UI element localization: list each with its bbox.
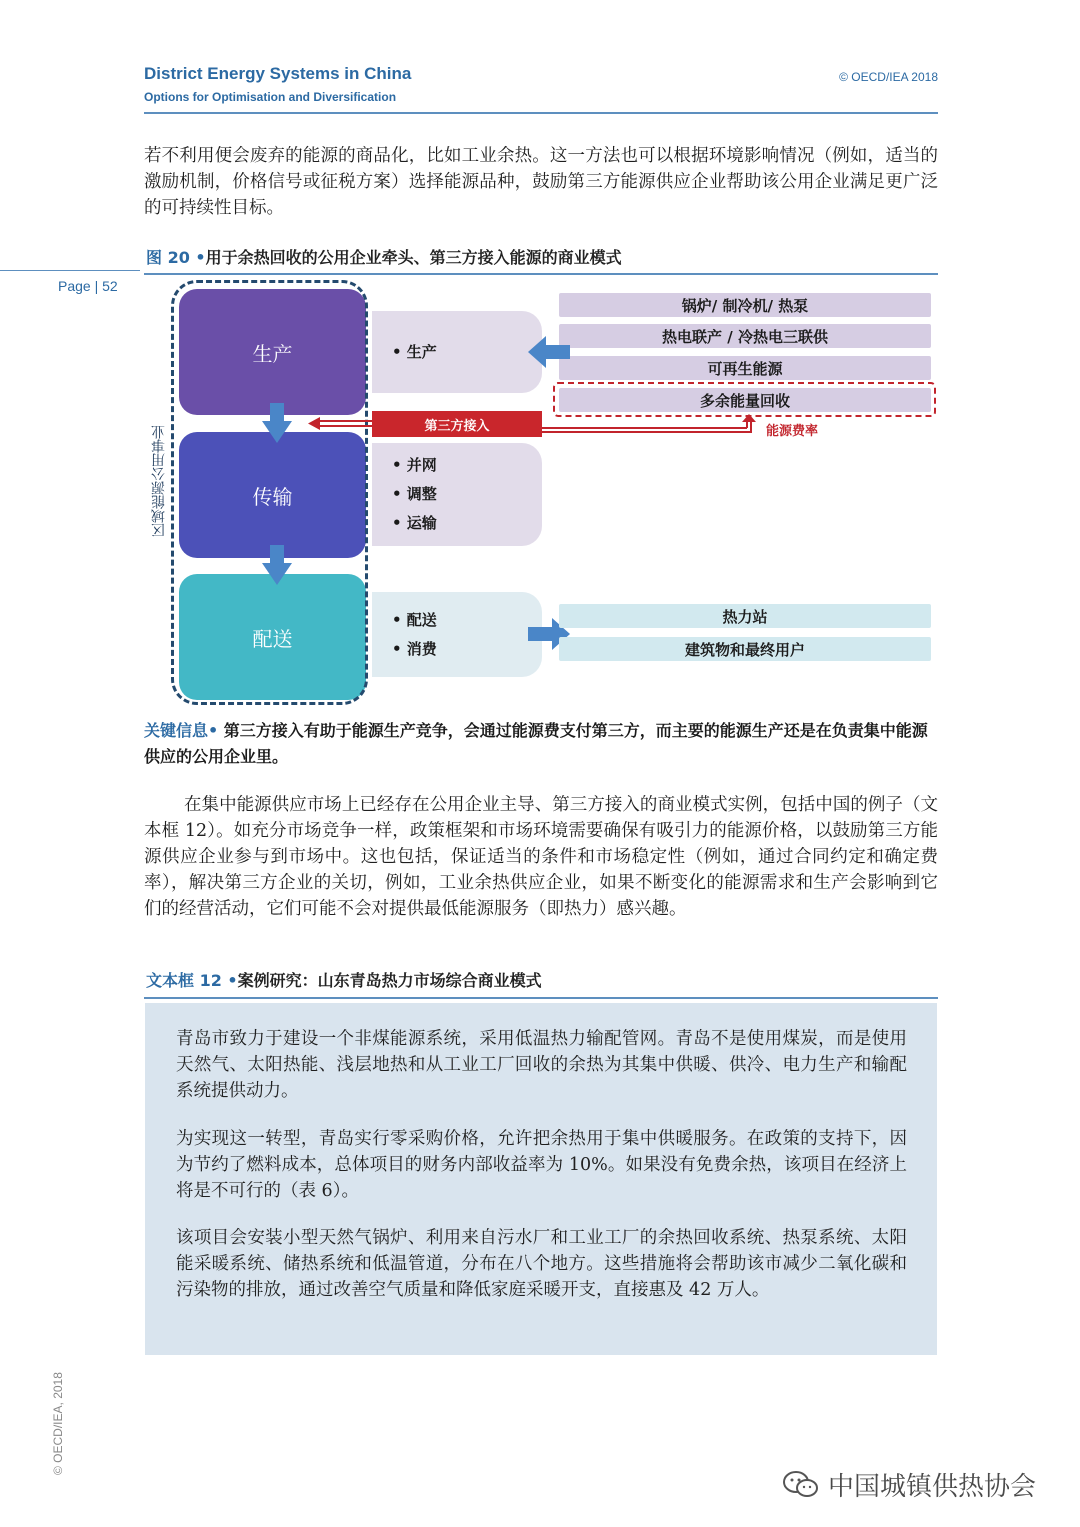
source-item: 热电联产 / 冷热电三联供	[559, 324, 931, 348]
textbox-label: 文本框 12 •	[146, 971, 238, 990]
down-arrow-icon	[262, 545, 292, 585]
key-message-text: 第三方接入有助于能源生产竞争，会通过能源费支付第三方，而主要的能源生产还是在负责集中能源供应的公用企业里。	[144, 721, 928, 766]
heat-recovery-highlight	[553, 382, 936, 417]
case-paragraph: 该项目会安装小型天然气锅炉、利用来自污水厂和工业工厂的余热回收系统、热泵系统、太阳能采暖系统、储热系统和低温管道，分布在八个地方。这些措施将会帮助该市减少二氧化碳和污染物的排放，通过改善空气质量和降低家庭采暖开支，直接惠及 42 万人。	[176, 1228, 907, 1300]
source-item: 可再生能源	[559, 356, 931, 380]
stage-production-label: 生产	[252, 341, 293, 366]
page-rule	[0, 270, 140, 271]
source-item: 锅炉/ 制冷机/ 热泵	[559, 293, 931, 317]
consumer-item: 建筑物和最终用户	[559, 637, 931, 661]
running-header-subtitle: Options for Optimisation and Diversification	[144, 90, 397, 104]
header-copyright: © OECD/IEA 2018	[839, 70, 938, 84]
production-item: • 生产	[392, 343, 437, 361]
case-paragraph: 为实现这一转型，青岛实行零采购价格，允许把余热用于集中供暖服务。在政策的支持下，因为节约了燃料成本，总体项目的财务内部收益率为 10%。如果没有免费余热，该项目在经济上将是不可行的（表 6）。	[176, 1129, 907, 1201]
stage-distribution-label: 配送	[252, 626, 293, 651]
tariff-arrow-icon	[542, 414, 764, 436]
textbox-title	[146, 968, 542, 991]
transmission-item: • 并网	[392, 456, 437, 474]
textbox-rule	[144, 997, 938, 999]
third-party-arrow-icon	[308, 413, 372, 435]
distribution-item: • 消费	[392, 640, 437, 658]
figure-title	[146, 245, 622, 268]
utility-vertical-label: 区域能源公用事业	[151, 425, 167, 537]
key-message	[144, 718, 938, 770]
transmission-item: • 调整	[392, 485, 437, 503]
figure-rule	[144, 273, 938, 275]
watermark	[782, 1466, 1036, 1503]
transmission-item: • 运输	[392, 514, 437, 532]
down-arrow-icon	[262, 403, 292, 443]
figure-caption: 用于余热回收的公用企业牵头、第三方接入能源的商业模式	[205, 248, 622, 267]
side-copyright: © OECD/IEA, 2018	[51, 1372, 65, 1475]
source-item-heat-recovery: 多余能量回收	[559, 388, 931, 412]
production-detail-box	[372, 311, 542, 393]
running-header-title: District Energy Systems in China	[144, 64, 412, 83]
watermark-text: 中国城镇供热协会	[828, 1472, 1037, 1502]
wechat-icon	[782, 1470, 820, 1500]
body-paragraph: 在集中能源供应市场上已经存在公用企业主导、第三方接入的商业模式实例，包括中国的例子（文本框 12）。如充分市场竞争一样，政策框架和市场环境需要确保有吸引力的能源价格，以鼓励第三方能源供应企业参与到市场中。这也包括，保证适当的条件和市场稳定性（例如，通过合同约定和确定费率），解决第三方企业的关切，例如，工业余热供应企业，如果不断变化的能源需求和生产会影响到它们的经营活动，它们可能不会对提供最低能源服务（即热力）感兴趣。	[144, 795, 938, 919]
key-message-label: 关键信息•	[144, 721, 219, 740]
consumer-item: 热力站	[559, 604, 931, 628]
textbox-caption: 案例研究：山东青岛热力市场综合商业模式	[237, 971, 542, 990]
stage-transmission-label: 传输	[252, 484, 293, 509]
page-number: Page | 52	[58, 278, 118, 294]
left-arrow-icon	[528, 336, 570, 368]
distribution-item: • 配送	[392, 611, 437, 629]
third-party-access-bar: 第三方接入	[372, 411, 542, 437]
case-paragraph: 青岛市致力于建设一个非煤能源系统，采用低温热力输配管网。青岛不是使用煤炭，而是使用天然气、太阳热能、浅层地热和从工业工厂回收的余热为其集中供暖、供冷、电力生产和输配系统提供动力。	[176, 1029, 907, 1101]
energy-tariff-label: 能源费率	[766, 424, 819, 439]
utility-dashed-frame	[171, 280, 368, 705]
transmission-detail-box	[372, 443, 542, 546]
intro-paragraph: 若不利用便会废弃的能源的商品化，比如工业余热。这一方法也可以根据环境影响情况（例如，适当的激励机制，价格信号或征税方案）选择能源品种，鼓励第三方能源供应企业帮助该公用企业满足更广泛的可持续性目标。	[144, 146, 938, 218]
distribution-detail-box	[372, 592, 542, 677]
figure-label: 图 20 •	[146, 248, 206, 267]
header-rule	[144, 112, 938, 114]
